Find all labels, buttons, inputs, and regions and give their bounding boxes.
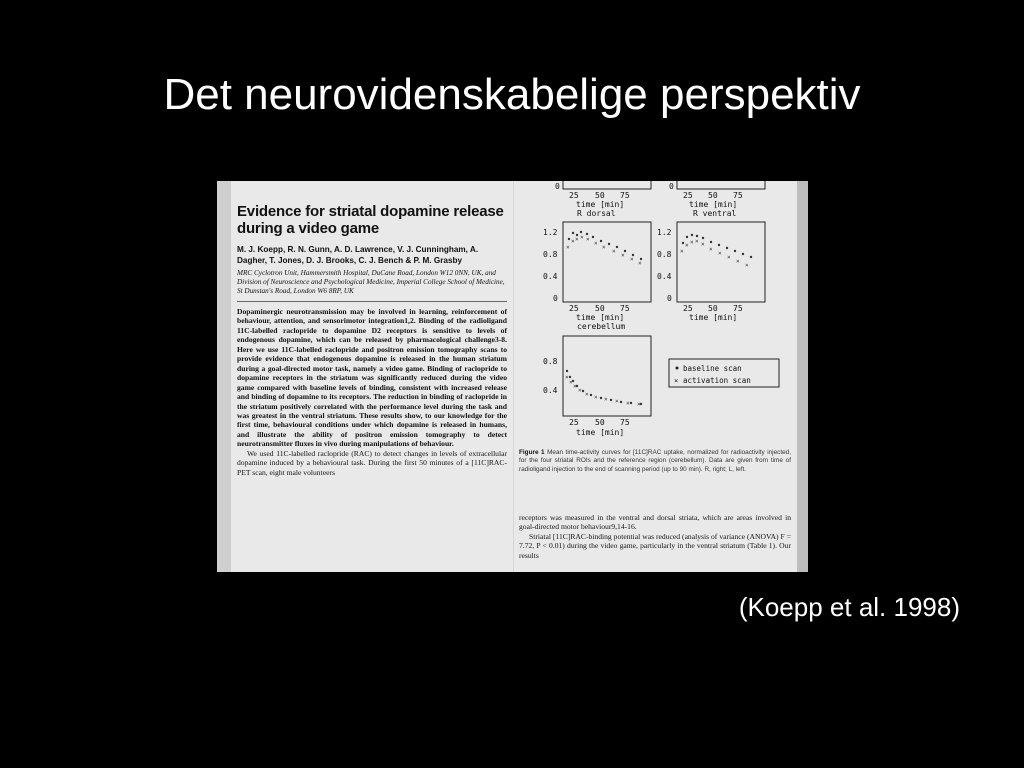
svg-text:×: × bbox=[585, 391, 589, 398]
svg-text:×: × bbox=[621, 252, 625, 259]
column-divider bbox=[513, 181, 514, 572]
legend-baseline-marker bbox=[676, 367, 679, 370]
svg-text:×: × bbox=[566, 244, 570, 251]
panel-mid-left-y-tick-0: 0 bbox=[553, 294, 558, 303]
svg-text:×: × bbox=[745, 262, 749, 269]
panel-top-right-title: R ventral bbox=[693, 209, 737, 218]
panel-top-left-title: R dorsal bbox=[577, 209, 616, 218]
panel-mid-right-y-tick-0.4: 0.4 bbox=[657, 272, 672, 281]
svg-text:×: × bbox=[571, 238, 575, 245]
panel-top-right-x-tick-75: 75 bbox=[733, 191, 743, 200]
svg-text:×: × bbox=[615, 398, 619, 405]
panel-mid-right-x-tick-75: 75 bbox=[733, 304, 743, 313]
paper-body-right-1: receptors was measured in the ventral and dorsal striata, which are areas involved in goal-directed motor behaviour9,14-16. bbox=[519, 513, 791, 532]
legend-baseline-label: baseline scan bbox=[683, 364, 742, 373]
slide-citation: (Koepp et al. 1998) bbox=[738, 592, 960, 622]
section-rule bbox=[237, 301, 507, 302]
svg-text:×: × bbox=[594, 240, 598, 247]
panel-bottom-x-tick-25: 25 bbox=[569, 418, 579, 427]
svg-text:×: × bbox=[695, 238, 699, 245]
svg-text:×: × bbox=[727, 254, 731, 261]
panel-mid-right-x-tick-50: 50 bbox=[708, 304, 718, 313]
svg-text:×: × bbox=[718, 250, 722, 257]
svg-text:×: × bbox=[736, 258, 740, 265]
panel-mid-left-x-tick-75: 75 bbox=[620, 304, 630, 313]
svg-text:×: × bbox=[709, 246, 713, 253]
panel-mid-right-y-tick-1.2: 1.2 bbox=[657, 228, 672, 237]
paper-right-column-body bbox=[519, 513, 791, 560]
panel-mid-left-data bbox=[566, 231, 642, 267]
paper-title: Evidence for striatal dopamine release during a video game bbox=[237, 203, 504, 237]
panel-mid-left-x-tick-50: 50 bbox=[595, 304, 605, 313]
svg-text:×: × bbox=[637, 401, 641, 408]
panel-top-left-y-tick: 0 bbox=[555, 182, 560, 191]
paper-abstract: Dopaminergic neurotransmission may be involved in learning, reinforcement of behaviour, attention, and sensorimotor integration1,2. Binding of the radioligand 11C-labelled raclopride to dopamine D2 receptors is sensitive to levels of endogenous dopamine, which can be released by pharmacological challenge3-8. Here we use 11C-labelled raclopride and positron emission tomography scans to provide evidence that endogenous dopamine is released in the human striatum during a goal-directed motor task, namely a video game. Binding of raclopride to dopamine receptors in the striatum was significantly reduced during the video game compared with baseline levels of binding, consistent with increased release and binding of dopamine to its receptors. The reduction in binding of raclopride in the striatum positively correlated with the performance level during the task and was greatest in the ventral striatum. These results show, to our knowledge for the first time, behavioural conditions under which dopamine is released in humans, and illustrate the ability of positron emission tomography to detect neurotransmitter fluxes in vivo during manipulations of behaviour. bbox=[237, 307, 507, 449]
svg-text:×: × bbox=[569, 379, 573, 386]
panel-mid-right-y-tick-0: 0 bbox=[667, 294, 672, 303]
panel-mid-right-data bbox=[680, 234, 752, 269]
panel-top-left-x-tick-50: 50 bbox=[595, 191, 605, 200]
svg-text:×: × bbox=[604, 396, 608, 403]
panel-top-right-frame bbox=[677, 181, 765, 189]
figure-1 bbox=[517, 181, 793, 446]
panel-bottom-x-tick-75: 75 bbox=[620, 418, 630, 427]
svg-text:×: × bbox=[594, 394, 598, 401]
panel-mid-left-x-label: time [min] bbox=[576, 313, 625, 322]
panel-top-left-x-label: time [min] bbox=[576, 200, 625, 209]
svg-text:×: × bbox=[578, 387, 582, 394]
paper-body-left: We used 11C-labelled raclopride (RAC) to detect changes in levels of extracellular dopamine induced by a behavioural task. During the first 50 minutes of a [11C]RAC-PET scan, eight male volunteers bbox=[237, 448, 507, 477]
paper-body-right-2: Striatal [11C]RAC-binding potential was reduced (analysis of variance (ANOVA) F = 7.72, P < 0.01) during the video game, particularly in the ventral striatum (Table 1). Our results bbox=[519, 531, 791, 560]
paper-authors: M. J. Koepp, R. N. Gunn, A. D. Lawrence, V. J. Cunningham, A. Dagher, T. Jones, D. J. Brooks, C. J. Bench & P. M. Grasby bbox=[237, 245, 479, 265]
legend-activation-label: activation scan bbox=[683, 376, 751, 385]
panel-mid-left-y-tick-1.2: 1.2 bbox=[543, 228, 558, 237]
panel-top-left-x-tick-75: 75 bbox=[620, 191, 630, 200]
svg-text:×: × bbox=[626, 400, 630, 407]
panel-mid-right-y-tick-0.8: 0.8 bbox=[657, 250, 672, 259]
svg-text:×: × bbox=[612, 248, 616, 255]
panel-top-right-x-tick-25: 25 bbox=[683, 191, 693, 200]
paper-affiliation: MRC Cyclotron Unit, Hammersmith Hospital, DuCane Road, London W12 0NN, UK, and Division of Neuroscience and Psychological Medicine, Imperial College School of Medicine, St Dunstan's Road, London W6 8RP, UK bbox=[237, 269, 505, 295]
panel-mid-left-y-tick-0.8: 0.8 bbox=[543, 250, 558, 259]
panel-bottom-x-label: time [min] bbox=[576, 428, 625, 437]
figure-caption-text: Mean time-activity curves for [11C]RAC uptake, normalized for radioactivity injected, for the four striatal ROIs and the reference region (cerebellum). Data are given from time of radioligand injection to the end of scanning period (up to 90 min). R, right; L, left. bbox=[519, 449, 792, 473]
svg-text:×: × bbox=[565, 374, 569, 381]
svg-text:×: × bbox=[575, 236, 579, 243]
figure-caption bbox=[519, 449, 791, 474]
panel-mid-right-x-label: time [min] bbox=[689, 313, 738, 322]
panel-mid-right-x-tick-25: 25 bbox=[683, 304, 693, 313]
panel-bottom-data bbox=[565, 370, 642, 408]
svg-text:×: × bbox=[602, 244, 606, 251]
figure-caption-label: Figure 1 bbox=[519, 449, 545, 456]
paper-left-edge bbox=[217, 181, 231, 572]
svg-text:×: × bbox=[680, 248, 684, 255]
svg-text:×: × bbox=[701, 241, 705, 248]
panel-bottom-x-tick-50: 50 bbox=[595, 418, 605, 427]
svg-text:×: × bbox=[630, 256, 634, 263]
panel-bottom-title: cerebellum bbox=[577, 322, 626, 331]
paper-right-edge bbox=[797, 181, 808, 572]
panel-mid-left-y-tick-0.4: 0.4 bbox=[543, 272, 558, 281]
panel-top-right-x-label: time [min] bbox=[689, 200, 738, 209]
svg-text:×: × bbox=[586, 236, 590, 243]
panel-mid-right-frame bbox=[677, 222, 765, 302]
svg-text:×: × bbox=[580, 234, 584, 241]
panel-top-left-x-tick-25: 25 bbox=[569, 191, 579, 200]
panel-mid-left-x-tick-25: 25 bbox=[569, 304, 579, 313]
svg-text:×: × bbox=[690, 239, 694, 246]
slide-title: Det neurovidenskabelige perspektiv bbox=[163, 70, 861, 119]
panel-top-left-frame bbox=[563, 181, 651, 189]
paper-left-column bbox=[237, 203, 507, 477]
panel-bottom-y-tick-0.8: 0.8 bbox=[543, 357, 558, 366]
legend-activation-marker: × bbox=[674, 377, 679, 385]
svg-text:×: × bbox=[573, 383, 577, 390]
panel-top-right-x-tick-50: 50 bbox=[708, 191, 718, 200]
panel-top-right-y-tick: 0 bbox=[669, 182, 674, 191]
svg-text:×: × bbox=[685, 242, 689, 249]
svg-text:×: × bbox=[638, 260, 642, 267]
panel-bottom-y-tick-0.4: 0.4 bbox=[543, 386, 558, 395]
paper-excerpt-image bbox=[217, 181, 808, 572]
